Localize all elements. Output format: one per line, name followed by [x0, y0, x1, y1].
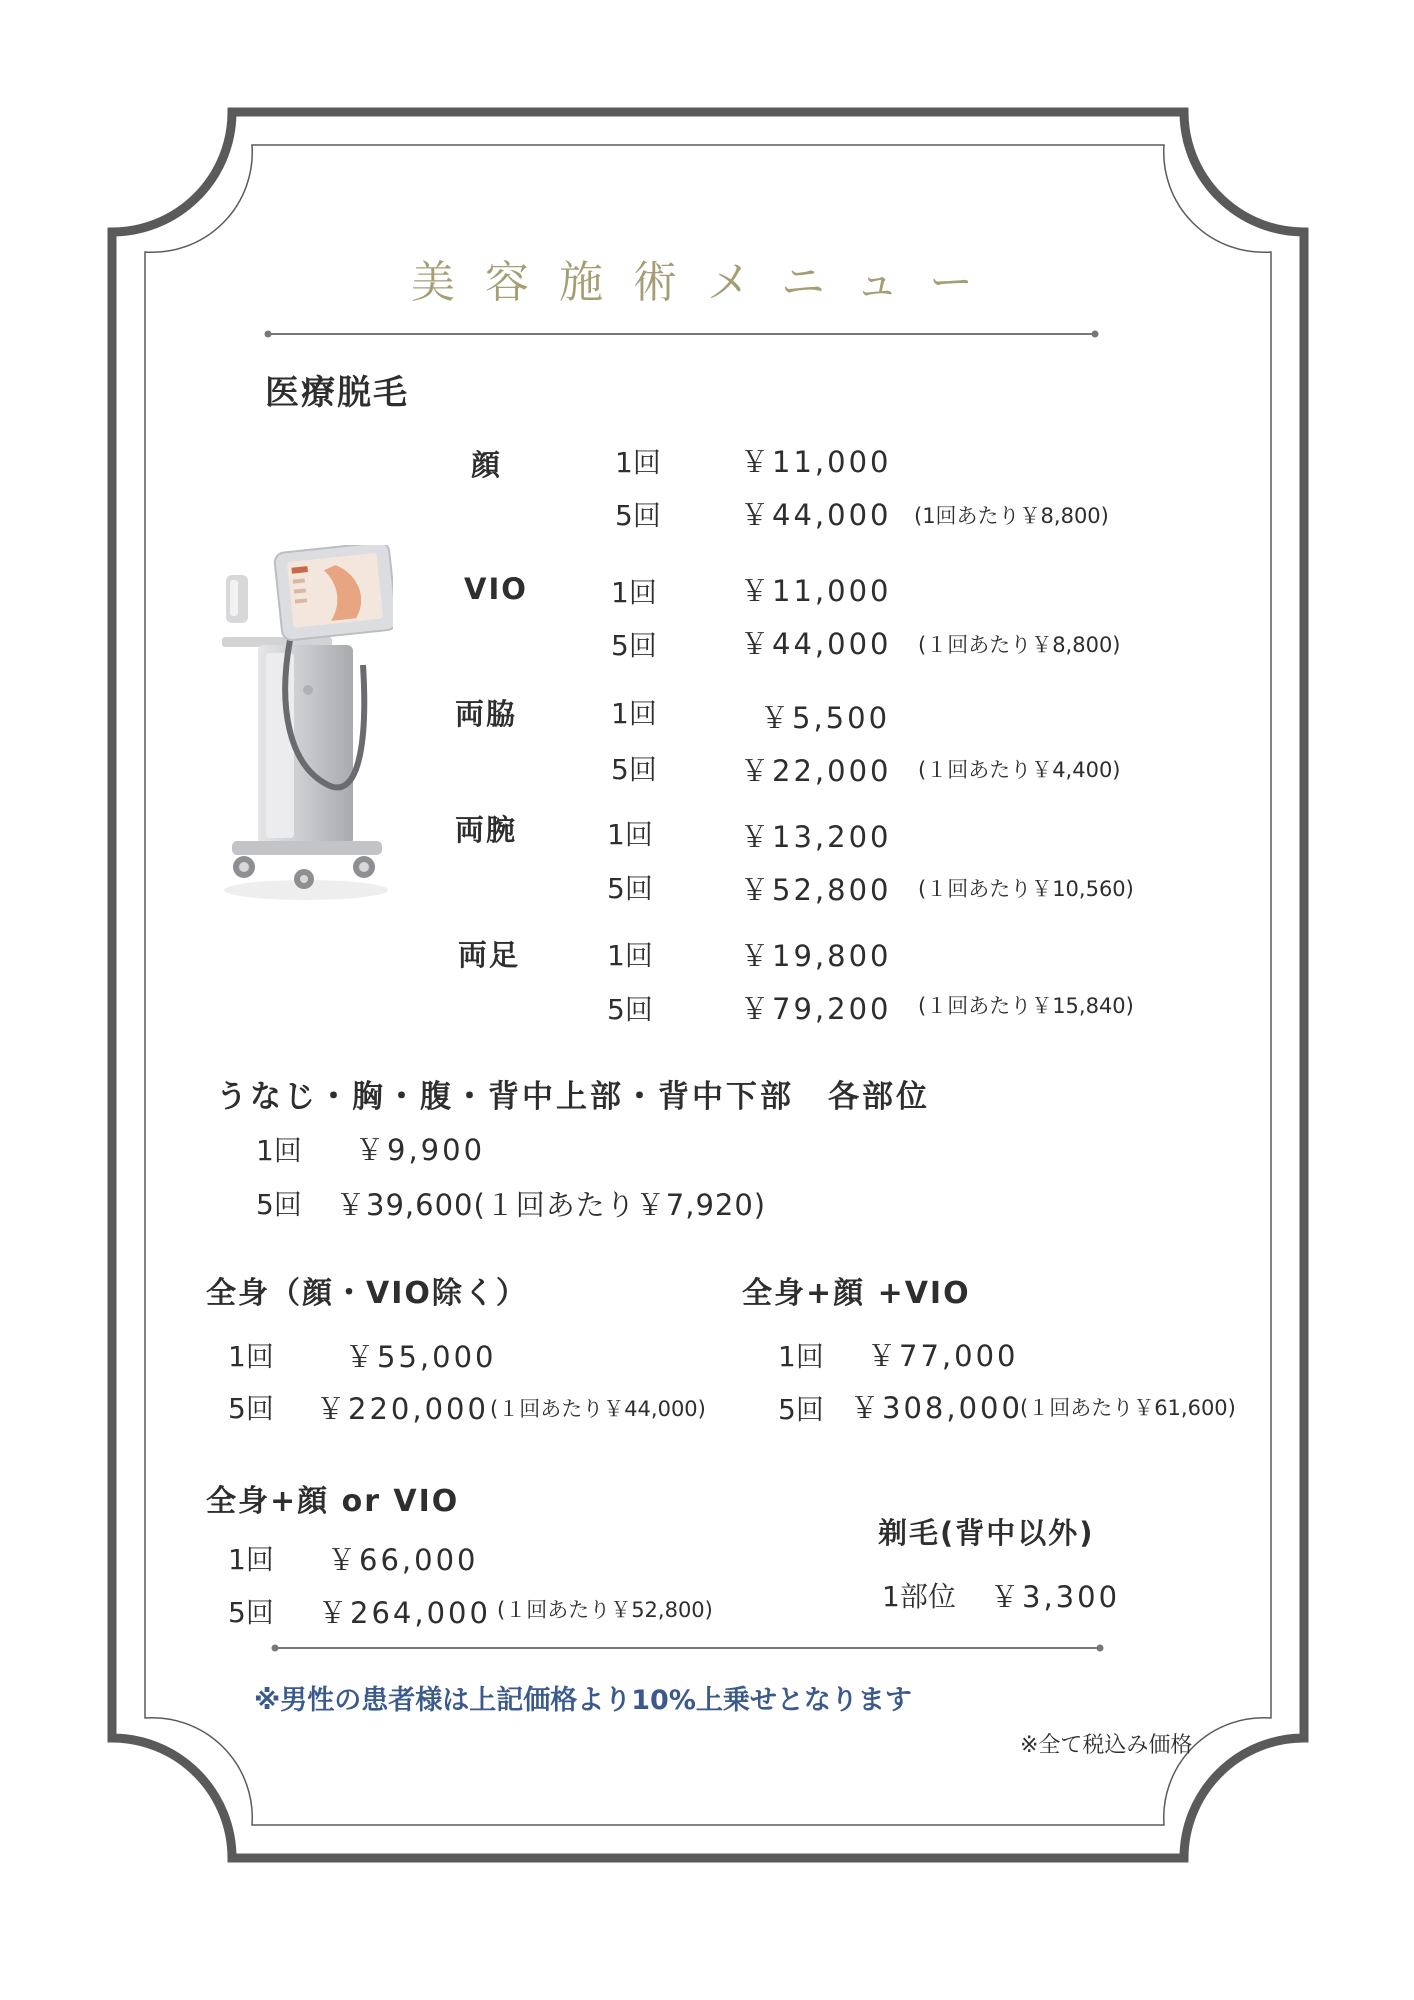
underarms-price-5: ￥22,000: [740, 754, 892, 788]
body-parts-price-5: ￥39,600(１回あたり￥7,920): [336, 1188, 767, 1222]
tax-included-note: ※全て税込み価格: [1020, 1733, 1193, 1758]
vio-price-1: ￥11,000: [740, 574, 892, 608]
full-face-or-vio-per-session-note: (１回あたり￥52,800): [497, 1598, 713, 1622]
arms-price-1: ￥13,200: [740, 820, 892, 854]
arms-per-session-note: (１回あたり￥10,560): [918, 877, 1134, 901]
full-face-or-vio-heading: 全身+顔 or VIO: [206, 1484, 460, 1519]
legs-price-1: ￥19,800: [740, 939, 892, 973]
part-vio-label: VIO: [464, 572, 528, 606]
body-parts-price-1: ￥9,900: [355, 1133, 486, 1167]
laser-machine-image: [218, 545, 393, 905]
full-face-vio-heading: 全身+顔 +VIO: [742, 1276, 971, 1311]
arms-count-1: 1回: [607, 818, 653, 851]
page-title: 美容施術メニュー: [411, 257, 1003, 308]
full-face-or-vio-price-1: ￥66,000: [327, 1543, 479, 1577]
face-count-1: 1回: [615, 446, 661, 479]
full-body-heading: 全身（顔・VIO除く）: [206, 1276, 528, 1311]
vio-price-5: ￥44,000: [740, 627, 892, 661]
vio-per-session-note: (１回あたり￥8,800): [918, 633, 1121, 657]
face-price-5: ￥44,000: [740, 498, 892, 532]
shaving-count: 1部位: [882, 1580, 956, 1613]
face-count-5: 5回: [615, 499, 661, 532]
legs-count-5: 5回: [607, 993, 653, 1026]
legs-count-1: 1回: [607, 939, 653, 972]
full-face-or-vio-count-5: 5回: [228, 1596, 274, 1629]
part-arms-label: 両腕: [455, 813, 518, 847]
full-face-or-vio-price-5: ￥264,000: [318, 1596, 491, 1630]
part-legs-label: 両足: [458, 938, 521, 972]
body-parts-count-1: 1回: [256, 1134, 302, 1167]
shaving-price: ￥3,300: [990, 1580, 1121, 1614]
part-underarms-label: 両脇: [455, 697, 518, 731]
arms-price-5: ￥52,800: [740, 873, 892, 907]
male-surcharge-notice: ※男性の患者様は上記価格より10%上乗せとなります: [254, 1685, 912, 1716]
underarms-price-1: ￥5,500: [760, 701, 891, 735]
underarms-per-session-note: (１回あたり￥4,400): [918, 758, 1121, 782]
underarms-count-5: 5回: [611, 753, 657, 786]
full-face-vio-price-1: ￥77,000: [867, 1339, 1019, 1373]
full-face-or-vio-count-1: 1回: [228, 1543, 274, 1576]
body-parts-count-5: 5回: [256, 1188, 302, 1221]
full-body-price-5: ￥220,000: [316, 1392, 489, 1426]
legs-price-5: ￥79,200: [740, 992, 892, 1026]
full-face-vio-per-session-note: (１回あたり￥61,600): [1020, 1396, 1236, 1420]
full-body-price-1: ￥55,000: [345, 1340, 497, 1374]
full-body-count-1: 1回: [228, 1340, 274, 1373]
body-parts-heading: うなじ・胸・腹・背中上部・背中下部 各部位: [216, 1079, 930, 1115]
full-face-vio-count-5: 5回: [778, 1393, 824, 1426]
part-face-label: 顔: [471, 448, 503, 482]
vio-count-1: 1回: [611, 576, 657, 609]
face-per-session-note: (1回あたり￥8,800): [914, 504, 1109, 528]
full-body-count-5: 5回: [228, 1392, 274, 1425]
full-face-vio-count-1: 1回: [778, 1340, 824, 1373]
full-face-vio-price-5: ￥308,000: [850, 1391, 1023, 1425]
legs-per-session-note: (１回あたり￥15,840): [918, 994, 1134, 1018]
vio-count-5: 5回: [611, 629, 657, 662]
face-price-1: ￥11,000: [740, 445, 892, 479]
full-body-per-session-note: (１回あたり￥44,000): [490, 1397, 706, 1421]
underarms-count-1: 1回: [611, 697, 657, 730]
shaving-heading: 剃毛(背中以外): [878, 1516, 1095, 1550]
arms-count-5: 5回: [607, 872, 653, 905]
medical-hair-removal-heading: 医療脱毛: [265, 373, 409, 413]
